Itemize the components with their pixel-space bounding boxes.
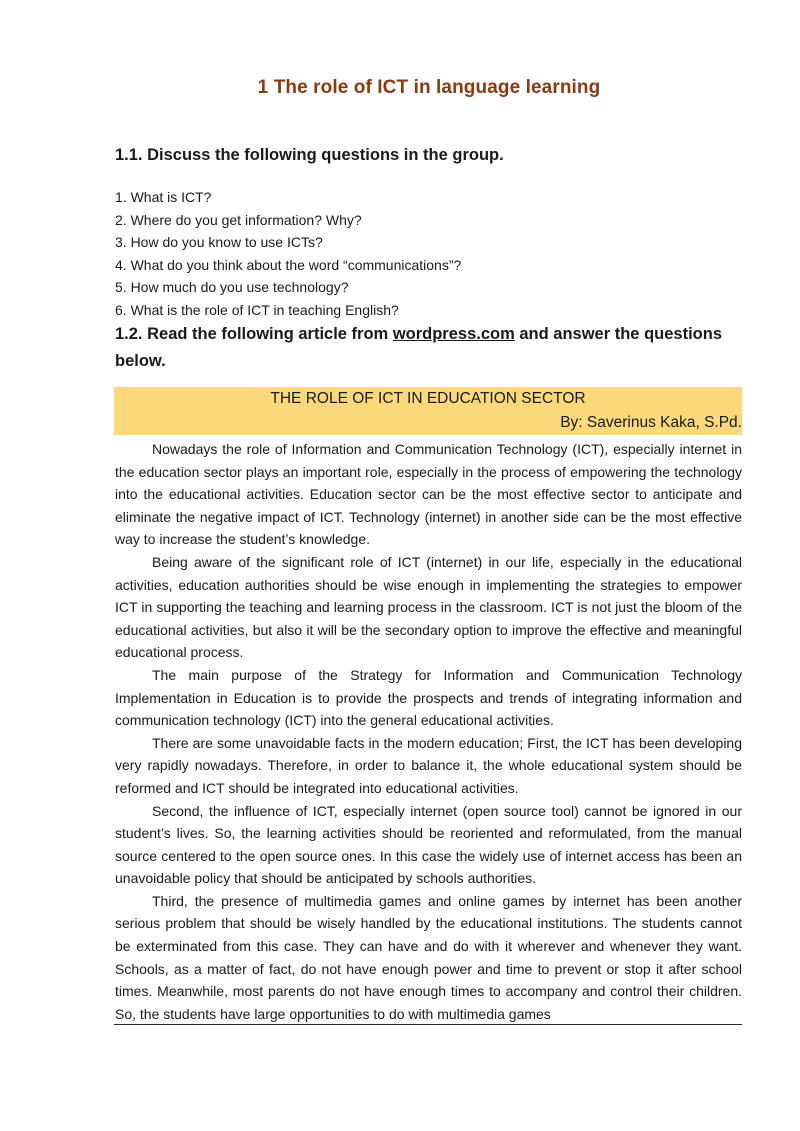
article-author: By: Saverinus Kaka, S.Pd. xyxy=(560,414,742,431)
question-list xyxy=(115,186,461,322)
list-item: 6. What is the role of ICT in teaching English? xyxy=(115,301,399,318)
list-item: 3. How do you know to use ICTs? xyxy=(115,234,323,251)
article-paragraph: There are some unavoidable facts in the modern education; First, the ICT has been developing very rapidly nowadays. Therefore, in order to balance it, the whole educational system should be reformed and ICT should be integrated into educational activities. xyxy=(115,734,742,796)
article-paragraph: Being aware of the significant role of ICT (internet) in our life, especially in the educational activities, education authorities should be wise enough in implementing the strategies to empower ICT in supporting the teaching and learning process in the classroom. ICT is not just the bloom of the educational activities, but also it will be the secondary option to improve the effective and meaningful educational process. xyxy=(115,553,742,661)
list-item: 1. What is ICT? xyxy=(115,189,212,205)
article-body xyxy=(115,438,742,1024)
heading-text: and answer the questions below. xyxy=(115,325,722,370)
article-title: THE ROLE OF ICT IN EDUCATION SECTOR xyxy=(270,390,586,407)
wordpress-link[interactable]: wordpress.com xyxy=(392,325,515,343)
page-title: 1 The role of ICT in language learning xyxy=(257,77,601,98)
article-header-banner xyxy=(114,387,742,435)
divider xyxy=(114,1024,742,1025)
section-heading-read xyxy=(115,321,745,375)
article-paragraph: Second, the influence of ICT, especially internet (open source tool) cannot be ignored in our student’s lives. So, the learning activities should be reoriented and reformulated, from the manual source centered to the open source ones. In this case the widely use of internet access has been an unavoidable policy that should be anticipated by schools authorities. xyxy=(115,802,742,887)
heading-text: 1.2. Read the following article from xyxy=(115,325,393,343)
section-heading-discuss: 1.1. Discuss the following questions in the group. xyxy=(115,146,504,164)
article-paragraph: Third, the presence of multimedia games and online games by internet has been another serious problem that should be wisely handled by the educational institutions. The students cannot be exterminated from this case. They can have and do with it wherever and whenever they want. Schools, as a matter of fact, do not have enough power and time to prevent or stop it after school times. Meanwhile, most parents do not have enough times to accompany and control their children. So, the students have large opportunities to do with multimedia games xyxy=(115,892,742,1022)
list-item: 2. Where do you get information? Why? xyxy=(115,211,362,228)
list-item: 5. How much do you use technology? xyxy=(115,279,349,296)
article-paragraph: The main purpose of the Strategy for Information and Communication Technology Implementation in Education is to provide the prospects and trends of integrating information and communication technology (ICT) into the general educational activities. xyxy=(115,666,742,729)
article-paragraph: Nowadays the role of Information and Communication Technology (ICT), especially internet in the education sector plays an important role, especially in the process of empowering the technology into the educational activities. Education sector can be the most effective sector to anticipate and eliminate the negative impact of ICT. Technology (internet) in another side can be the most effective way to increase the student’s knowledge. xyxy=(115,441,742,548)
list-item: 4. What do you think about the word “communications”? xyxy=(115,256,462,273)
